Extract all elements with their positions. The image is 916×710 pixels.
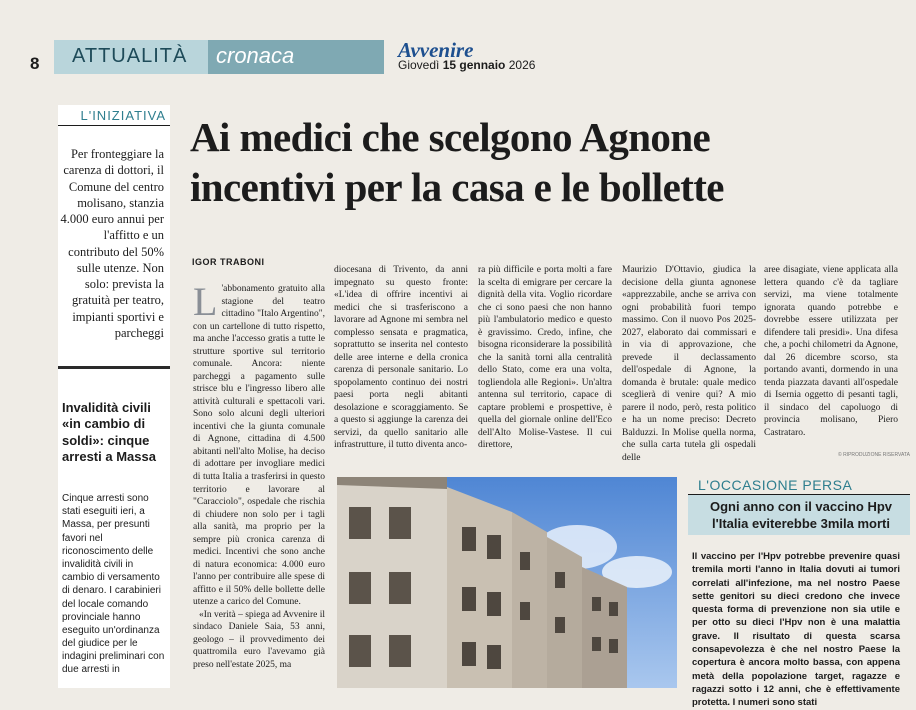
sidebar-summary: Per fronteggiare la carenza di dottori, il Comune del centro molisano, stanzia 4.000 euro annui per l'affitto e un contributo del 50% sulle utenze. Non solo: prevista la gratuità per teatro, impianti sportivi e parcheggi	[60, 147, 164, 340]
occasione-title-line-1: Ogni anno con il vaccino Hpv	[709, 499, 893, 514]
section-band	[54, 40, 384, 74]
column-1-text: 'abbonamento gratuito alla stagione del teatro cittadino "Italo Argentino", con un cartellone di tutto rispetto, ma anche l'accesso gratis a tutte le strutture sportive sul territorio comunale. Ancora: niente parcheggi a pagamento sulle strisce blu e l'ingresso libero alle attività culturali e spettacoli vari. Sono solo alcuni degli ulteriori incentivi che la giunta comunale di Agnone, cittadina di 4.500 abitanti nell'alto Molise, ha deciso di adottare per invogliare medici di tutta Italia a trasferirsi in questo territorio e lavorare al "Caracciolo", ospedale che rischia di chiudere non solo per i tagli alla sanità, ma proprio per la sempre più cronica carenza di medici. Incentivi che sono anche di natura economica: 4.000 euro l'anno per contribuire alle spese di affitto e il 50% delle bollette delle utenze a carico del Comune.	[193, 284, 325, 608]
hospital-photo	[337, 477, 677, 688]
article-column-1	[193, 279, 325, 671]
occasione-body: Il vaccino per l'Hpv potrebbe prevenire quasi tremila morti l'anno in Italia dovuti ai tumori correlati all'infezione, ma nel nostro Paese sette genitori su dieci credono che invece questa forma di prevenzione non sia utile e per otto su dieci l'Hpv non è una malattia grave. Il risultato di questa scarsa consapevolezza è che nel nostro Paese la copertura è ancora molto bassa, con appena metà della popolazione target, ragazze e ragazzi sotto i 12 anni, che è effettivamente protetta. I numeri sono stati	[692, 551, 900, 709]
sidebar-rule	[58, 125, 170, 126]
headline-line-1: Ai medici che scelgono Agnone	[190, 114, 711, 160]
article-column-3: ra più difficile e porta molti a fare la scelta di emigrare per cercare la dignità della vita. Voglio ricordare che ci sono paesi che non hanno più l'ambulatorio medico e questo è gravissimo. Credo, infine, che bisogna riconsiderare la possibilità che la sanità torni alla centralità dello Stato, come era una volta, togliendola alle Regioni». Un'altra antenna sul territorio, capace di captare problemi e prospettive, è quella del giornale online dell'Eco dell'Alto Molise-Vastese. Il cui direttore,	[478, 265, 612, 451]
copyright-notice: © RIPRODUZIONE RISERVATA	[838, 452, 910, 458]
date-main: 15 gennaio	[442, 58, 506, 72]
article-column-5: aree disagiate, viene applicata alla lettera quando c'è da tagliare servizi, ma viene totalmente ignorata quando potrebbe e dovrebbe essere utilizzata per difendere tali presidi». Una difesa che, a pochi chilometri da Agnone, dal 26 dicembre scorso, sta portando avanti, dormendo in una tenda piazzata davanti all'ospedale di Isernia oggetto di pesanti tagli, il sindaco del capoluogo di provincia molisano, Piero Castrataro.	[764, 265, 898, 438]
occasione-title	[692, 499, 910, 533]
brief-body: Cinque arresti sono stati eseguiti ieri, a Massa, per presunti favori nel riconoscimento delle invalidità civili in cambio di versamento di denaro. I carabinieri del locale comando provinciale hanno eseguito un'ordinanza del giudice per le indagini preliminari con due arresti in	[62, 493, 165, 676]
byline: IGOR TRABONI	[192, 257, 265, 267]
date-day: Giovedì	[398, 58, 440, 72]
brief-title: Invalidità civili «in cambio di soldi»: cinque arresti a Massa	[62, 400, 156, 464]
article-column-4: Maurizio D'Ottavio, giudica la decisione della giunta agnonese «apprezzabile, anche se arriva con ogni probabilità fuori tempo massimo. Con il nuovo Pos 2025-2027, elaborato dai commissari e in via di approvazione, che prevede il declassamento dell'ospedale di Agnone, la domanda è brutale: quale medico sceglierà di venire qui? A mio parere il nodo, però, resta politico e ha un nome preciso: Decreto Balduzzi. In Molise quella norma, che sulla carta tutela gli ospedali delle	[622, 265, 756, 463]
headline	[190, 112, 910, 212]
column-1-text-b: «In verità – spiega ad Avvenire il sindaco Daniele Saia, 53 anni, geologo – il provvedimento dei quattromila euro l'avevamo già preso nell'estate 2025, ma	[193, 609, 325, 670]
dropcap: L	[193, 279, 218, 324]
subsection-label: cronaca	[208, 40, 384, 74]
sidebar-kicker: L'INIZIATIVA	[80, 108, 166, 123]
occasione-title-line-2: l'Italia eviterebbe 3mila morti	[712, 515, 890, 531]
article-column-2: diocesana di Trivento, da anni impegnato su questo fronte: «L'idea di offrire incentivi ai medici che si trasferiscono a lavorare ad Agnone mi sembra nel complesso sensata e pragmatica, soprattutto se inserita nel contesto delle aree interne e della cronica carenza di personale sanitario. Lo spopolamento continuo dei nostri paesi porta negli abitanti desolazione e scoraggiamento. Se a questo si aggiunge la carenza dei servizi, da quello sanitario alle infrastrutture, il tutto diventa anco-	[334, 265, 468, 451]
dateline	[398, 58, 535, 72]
date-year: 2026	[508, 58, 536, 72]
newspaper-logo: Avvenire	[398, 38, 474, 62]
section-label: ATTUALITÀ	[54, 40, 208, 74]
occasione-kicker: L'OCCASIONE PERSA	[698, 477, 853, 493]
page-number: 8	[30, 54, 40, 73]
headline-line-2: incentivi per la casa e le bollette	[190, 164, 724, 211]
sidebar-divider	[58, 366, 170, 369]
